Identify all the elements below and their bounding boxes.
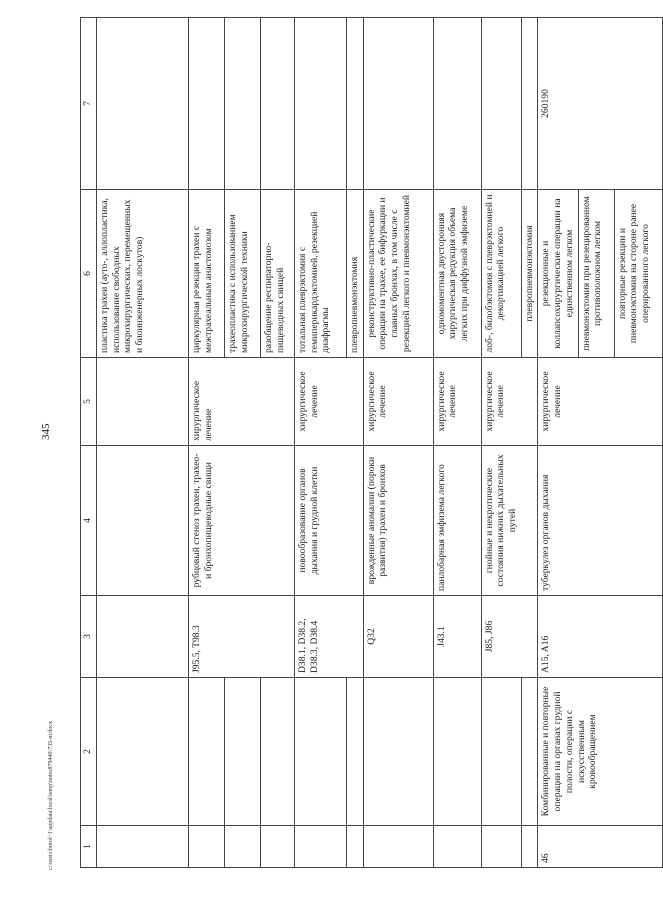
method-cell: разобщение респираторно-пищеводных свищей [261, 190, 295, 358]
column-header: 7 [81, 18, 97, 190]
column-header: 6 [81, 190, 97, 358]
table-row [433, 18, 481, 868]
method-cell: тотальная плеврэктомия с гемиперикардэктомией, резекцией диафрагмы [295, 190, 347, 358]
group-name-cell: Комбинированные и повторные операции на органах грудной полости, операции с искусственным кровообращением [538, 678, 662, 826]
diagnosis-cell: туберкулез органов дыхания [538, 446, 662, 596]
treatment-cell: хирургическое лечение [363, 358, 433, 446]
method-cell: циркулярная резекция трахеи с межтрахеальным анастомозом [189, 190, 225, 358]
treatment-cell: хирургическое лечение [189, 358, 295, 446]
treatment-cell: хирургическое лечение [481, 358, 538, 446]
column-header: 2 [81, 678, 97, 826]
table-row [295, 18, 347, 868]
method-cell: плевропневмонэктомия [347, 190, 364, 358]
footer-file-path: c:\users\borol~1\appdata\local\temp\notes879440\735-m.docx [48, 720, 54, 870]
column-header: 4 [81, 446, 97, 596]
diagnosis-cell: врожденные аномалии (пороки развития) трахеи и бронхов [363, 446, 433, 596]
table-row [363, 18, 433, 868]
page-number: 345 [40, 423, 52, 440]
column-number-row [81, 18, 97, 868]
diagnosis-cell: гнойные и некротические состояния нижних дыхательных путей [481, 446, 538, 596]
treatment-cell: хирургическое лечение [433, 358, 481, 446]
icd-code-cell: J85, J86 [481, 596, 538, 678]
diagnosis-cell: новообразование органов дыхания и грудной клетки [295, 446, 364, 596]
icd-code-cell: A15, A16 [538, 596, 662, 678]
table-row [189, 18, 225, 868]
method-cell: трахеопластика с использованием микрохирургической техники [225, 190, 261, 358]
method-cell: лоб-, билобэктомия с плеврэктомией и декортикацией легкого [481, 190, 521, 358]
method-cell: повторные резекции и пневмонэктомия на стороне ранее оперированного легкого [614, 190, 662, 358]
method-cell: пластика трахеи (ауто-, аллопластика, использование свободных микрохирургических, перемещенных и биоинженерных лоскутов) [97, 190, 189, 358]
diagnosis-cell: рубцовый стеноз трахеи, трахео- и бронхопищеводные свищи [189, 446, 295, 596]
method-cell: одномоментная двусторонняя хирургическая редукция объема легких при диффузной эмфиземе [433, 190, 481, 358]
column-header: 5 [81, 358, 97, 446]
table-row [538, 18, 578, 868]
method-cell: резекционные и коллапсохирургические операции на единственном легком [538, 190, 578, 358]
rotated-table-wrapper [80, 18, 651, 868]
column-header: 1 [81, 826, 97, 868]
diagnosis-cell: панлобарная эмфизема легкого [433, 446, 481, 596]
row-number-cell: 46 [538, 826, 662, 868]
icd-code-cell: J43.1 [433, 596, 481, 678]
treatment-cell: хирургическое лечение [538, 358, 662, 446]
treatment-cell: хирургическое лечение [295, 358, 364, 446]
icd-code-cell: D38.1, D38.2, D38.3, D38.4 [295, 596, 364, 678]
table-row [97, 18, 189, 868]
icd-code-cell: J95.5, T98.3 [189, 596, 295, 678]
amount-cell: 260190 [538, 18, 662, 190]
method-cell: реконструктивно-пластические операции на трахее, ее бифуркации и главных бронхах, в том числе с резекцией легкого и пневмонэктомией [363, 190, 433, 358]
method-cell: пневмонэктомия при резецированном противоположном легком [578, 190, 614, 358]
table-row [481, 18, 521, 868]
icd-code-cell: Q32 [363, 596, 433, 678]
column-header: 3 [81, 596, 97, 678]
medical-care-table [80, 17, 663, 868]
method-cell: плевропневмонэктомия [521, 190, 538, 358]
